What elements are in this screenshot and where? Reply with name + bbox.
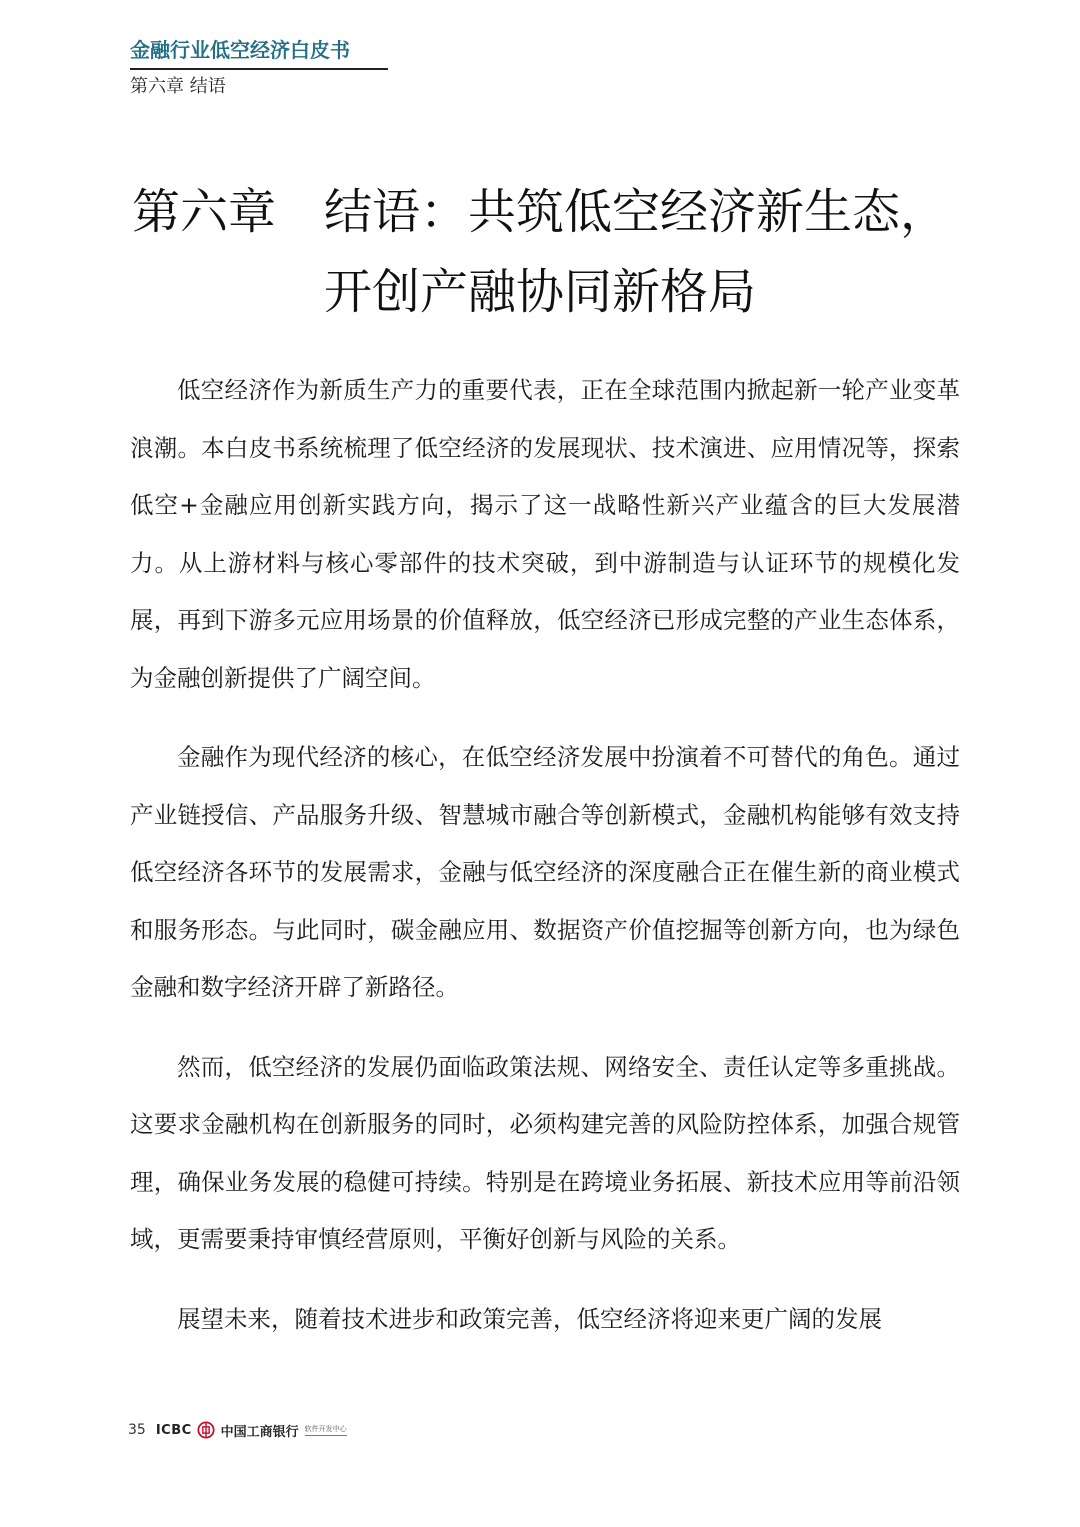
icbc-wordmark: ICBC xyxy=(155,1422,192,1438)
body-text xyxy=(130,362,960,1370)
document-title: 金融行业低空经济白皮书 xyxy=(130,38,350,62)
chapter-label: 第六章 结语 xyxy=(130,76,226,97)
chapter-title-line-1: 第六章 结语：共筑低空经济新生态， xyxy=(131,184,948,240)
paragraph-2: 金融作为现代经济的核心，在低空经济发展中扮演着不可替代的角色。通过产业链授信、产品服务升级、智慧城市融合等创新模式，金融机构能够有效支持低空经济各环节的发展需求，金融与低空经济的深度融合正在催生新的商业模式和服务形态。与此同时，碳金融应用、数据资产价值挖掘等创新方向，也为绿色金融和数字经济开辟了新路径。 xyxy=(130,743,960,1001)
chapter-title xyxy=(90,172,990,332)
paragraph-3: 然而，低空经济的发展仍面临政策法规、网络安全、责任认定等多重挑战。这要求金融机构在创新服务的同时，必须构建完善的风险防控体系，加强合规管理，确保业务发展的稳健可持续。特别是在跨境业务拓展、新技术应用等前沿领域，更需要秉持审慎经营原则，平衡好创新与风险的关系。 xyxy=(130,1052,960,1253)
bank-department: 软件开发中心 xyxy=(305,1424,347,1436)
page-footer xyxy=(128,1418,347,1442)
bank-name: 中国工商银行 xyxy=(220,1424,299,1440)
icbc-logo-icon xyxy=(197,1421,215,1439)
header-divider xyxy=(130,68,388,70)
page-number: 35 xyxy=(128,1422,146,1438)
running-header xyxy=(130,36,388,100)
paragraph-4: 展望未来，随着技术进步和政策完善，低空经济将迎来更广阔的发展 xyxy=(177,1304,882,1333)
chapter-title-line-2: 开创产融协同新格局 xyxy=(323,264,756,320)
paragraph-1: 低空经济作为新质生产力的重要代表，正在全球范围内掀起新一轮产业变革浪潮。本白皮书系统梳理了低空经济的发展现状、技术演进、应用情况等，探索低空+金融应用创新实践方向，揭示了这一战略性新兴产业蕴含的巨大发展潜力。从上游材料与核心零部件的技术突破，到中游制造与认证环节的规模化发展，再到下游多元应用场景的价值释放，低空经济已形成完整的产业生态体系，为金融创新提供了广阔空间。 xyxy=(130,376,960,692)
